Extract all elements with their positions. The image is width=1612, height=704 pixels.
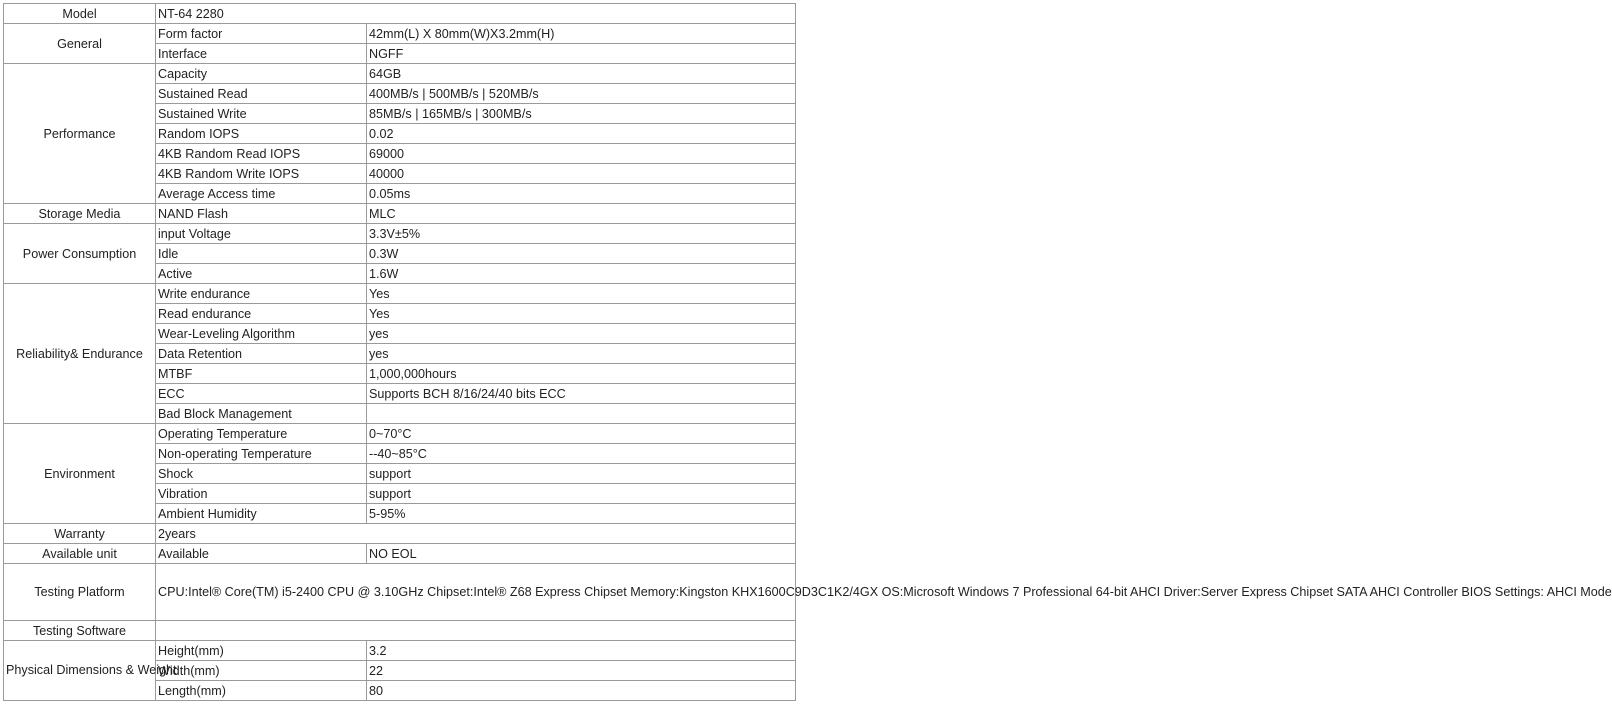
testing-software-value <box>156 621 796 641</box>
spec-value: 3.2 <box>367 641 796 661</box>
testing-platform-value: CPU:Intel® Core(TM) i5-2400 CPU @ 3.10GHz Chipset:Intel® Z68 Express Chipset Memory:Kingston KHX1600C9D3C1K2/4GX OS:Microsoft Windows 7 Professional 64-bit AHCI Driver:Server Express Chipset SATA AHCI Controller BIOS Settings: AHCI Mode <box>156 564 796 621</box>
spec-value: 400MB/s | 500MB/s | 520MB/s <box>367 84 796 104</box>
table-row <box>4 4 796 24</box>
spec-value: --40~85°C <box>367 444 796 464</box>
table-row <box>4 224 796 244</box>
spec-key: Bad Block Management <box>156 404 367 424</box>
testing-platform-label: Testing Platform <box>4 564 156 621</box>
spec-value: NGFF <box>367 44 796 64</box>
table-row <box>4 544 796 564</box>
spec-key: Active <box>156 264 367 284</box>
spec-key: Length(mm) <box>156 681 367 701</box>
spec-value: 1.6W <box>367 264 796 284</box>
spec-key: Capacity <box>156 64 367 84</box>
spec-value <box>367 404 796 424</box>
spec-value: support <box>367 464 796 484</box>
spec-value: support <box>367 484 796 504</box>
spec-table <box>3 3 1612 701</box>
spec-value: yes <box>367 344 796 364</box>
spec-key: 4KB Random Read IOPS <box>156 144 367 164</box>
table-row <box>4 641 796 661</box>
spec-value: 5-95% <box>367 504 796 524</box>
performance-label: Performance <box>4 64 156 204</box>
spec-key: Non-operating Temperature <box>156 444 367 464</box>
spec-key: Write endurance <box>156 284 367 304</box>
spec-value: MLC <box>367 204 796 224</box>
spec-value: 3.3V±5% <box>367 224 796 244</box>
power-label: Power Consumption <box>4 224 156 284</box>
table-row <box>4 24 796 44</box>
spec-value: 85MB/s | 165MB/s | 300MB/s <box>367 104 796 124</box>
spec-key: Available <box>156 544 367 564</box>
table-row <box>4 204 796 224</box>
spec-key: Average Access time <box>156 184 367 204</box>
spec-key: Vibration <box>156 484 367 504</box>
spec-key: Shock <box>156 464 367 484</box>
spec-key: NAND Flash <box>156 204 367 224</box>
spec-key: Sustained Read <box>156 84 367 104</box>
spec-key: Sustained Write <box>156 104 367 124</box>
spec-value: NO EOL <box>367 544 796 564</box>
spec-key: Height(mm) <box>156 641 367 661</box>
general-label: General <box>4 24 156 64</box>
table-row <box>4 564 796 621</box>
testing-software-label: Testing Software <box>4 621 156 641</box>
spec-key: Data Retention <box>156 344 367 364</box>
spec-key: Form factor <box>156 24 367 44</box>
spec-key: Interface <box>156 44 367 64</box>
spec-key: input Voltage <box>156 224 367 244</box>
warranty-label: Warranty <box>4 524 156 544</box>
table-row <box>4 621 796 641</box>
spec-value: 64GB <box>367 64 796 84</box>
spec-key: Wear-Leveling Algorithm <box>156 324 367 344</box>
reliability-label: Reliability& Endurance <box>4 284 156 424</box>
spec-key: Ambient Humidity <box>156 504 367 524</box>
spec-value: 0.02 <box>367 124 796 144</box>
spec-value: 0~70°C <box>367 424 796 444</box>
spec-value: 1,000,000hours <box>367 364 796 384</box>
table-row <box>4 524 796 544</box>
environment-label: Environment <box>4 424 156 524</box>
table-row <box>4 284 796 304</box>
spec-key: Read endurance <box>156 304 367 324</box>
spec-key: Width(mm) <box>156 661 367 681</box>
dimensions-label: Physical Dimensions & Weight <box>4 641 156 701</box>
spec-value: 0.3W <box>367 244 796 264</box>
model-label: Model <box>4 4 156 24</box>
available-label: Available unit <box>4 544 156 564</box>
storage-label: Storage Media <box>4 204 156 224</box>
spec-key: Idle <box>156 244 367 264</box>
spec-value: Yes <box>367 304 796 324</box>
spec-key: Random IOPS <box>156 124 367 144</box>
spec-value: 80 <box>367 681 796 701</box>
spec-value: yes <box>367 324 796 344</box>
spec-key: MTBF <box>156 364 367 384</box>
model-value: NT-64 2280 <box>156 4 796 24</box>
spec-value: Yes <box>367 284 796 304</box>
spec-value: 40000 <box>367 164 796 184</box>
spec-value: 22 <box>367 661 796 681</box>
spec-value: 0.05ms <box>367 184 796 204</box>
warranty-value: 2years <box>156 524 796 544</box>
spec-value: 42mm(L) X 80mm(W)X3.2mm(H) <box>367 24 796 44</box>
table-row <box>4 64 796 84</box>
table-row <box>4 424 796 444</box>
spec-key: Operating Temperature <box>156 424 367 444</box>
spec-value: 69000 <box>367 144 796 164</box>
spec-value: Supports BCH 8/16/24/40 bits ECC <box>367 384 796 404</box>
spec-key: ECC <box>156 384 367 404</box>
spec-key: 4KB Random Write IOPS <box>156 164 367 184</box>
